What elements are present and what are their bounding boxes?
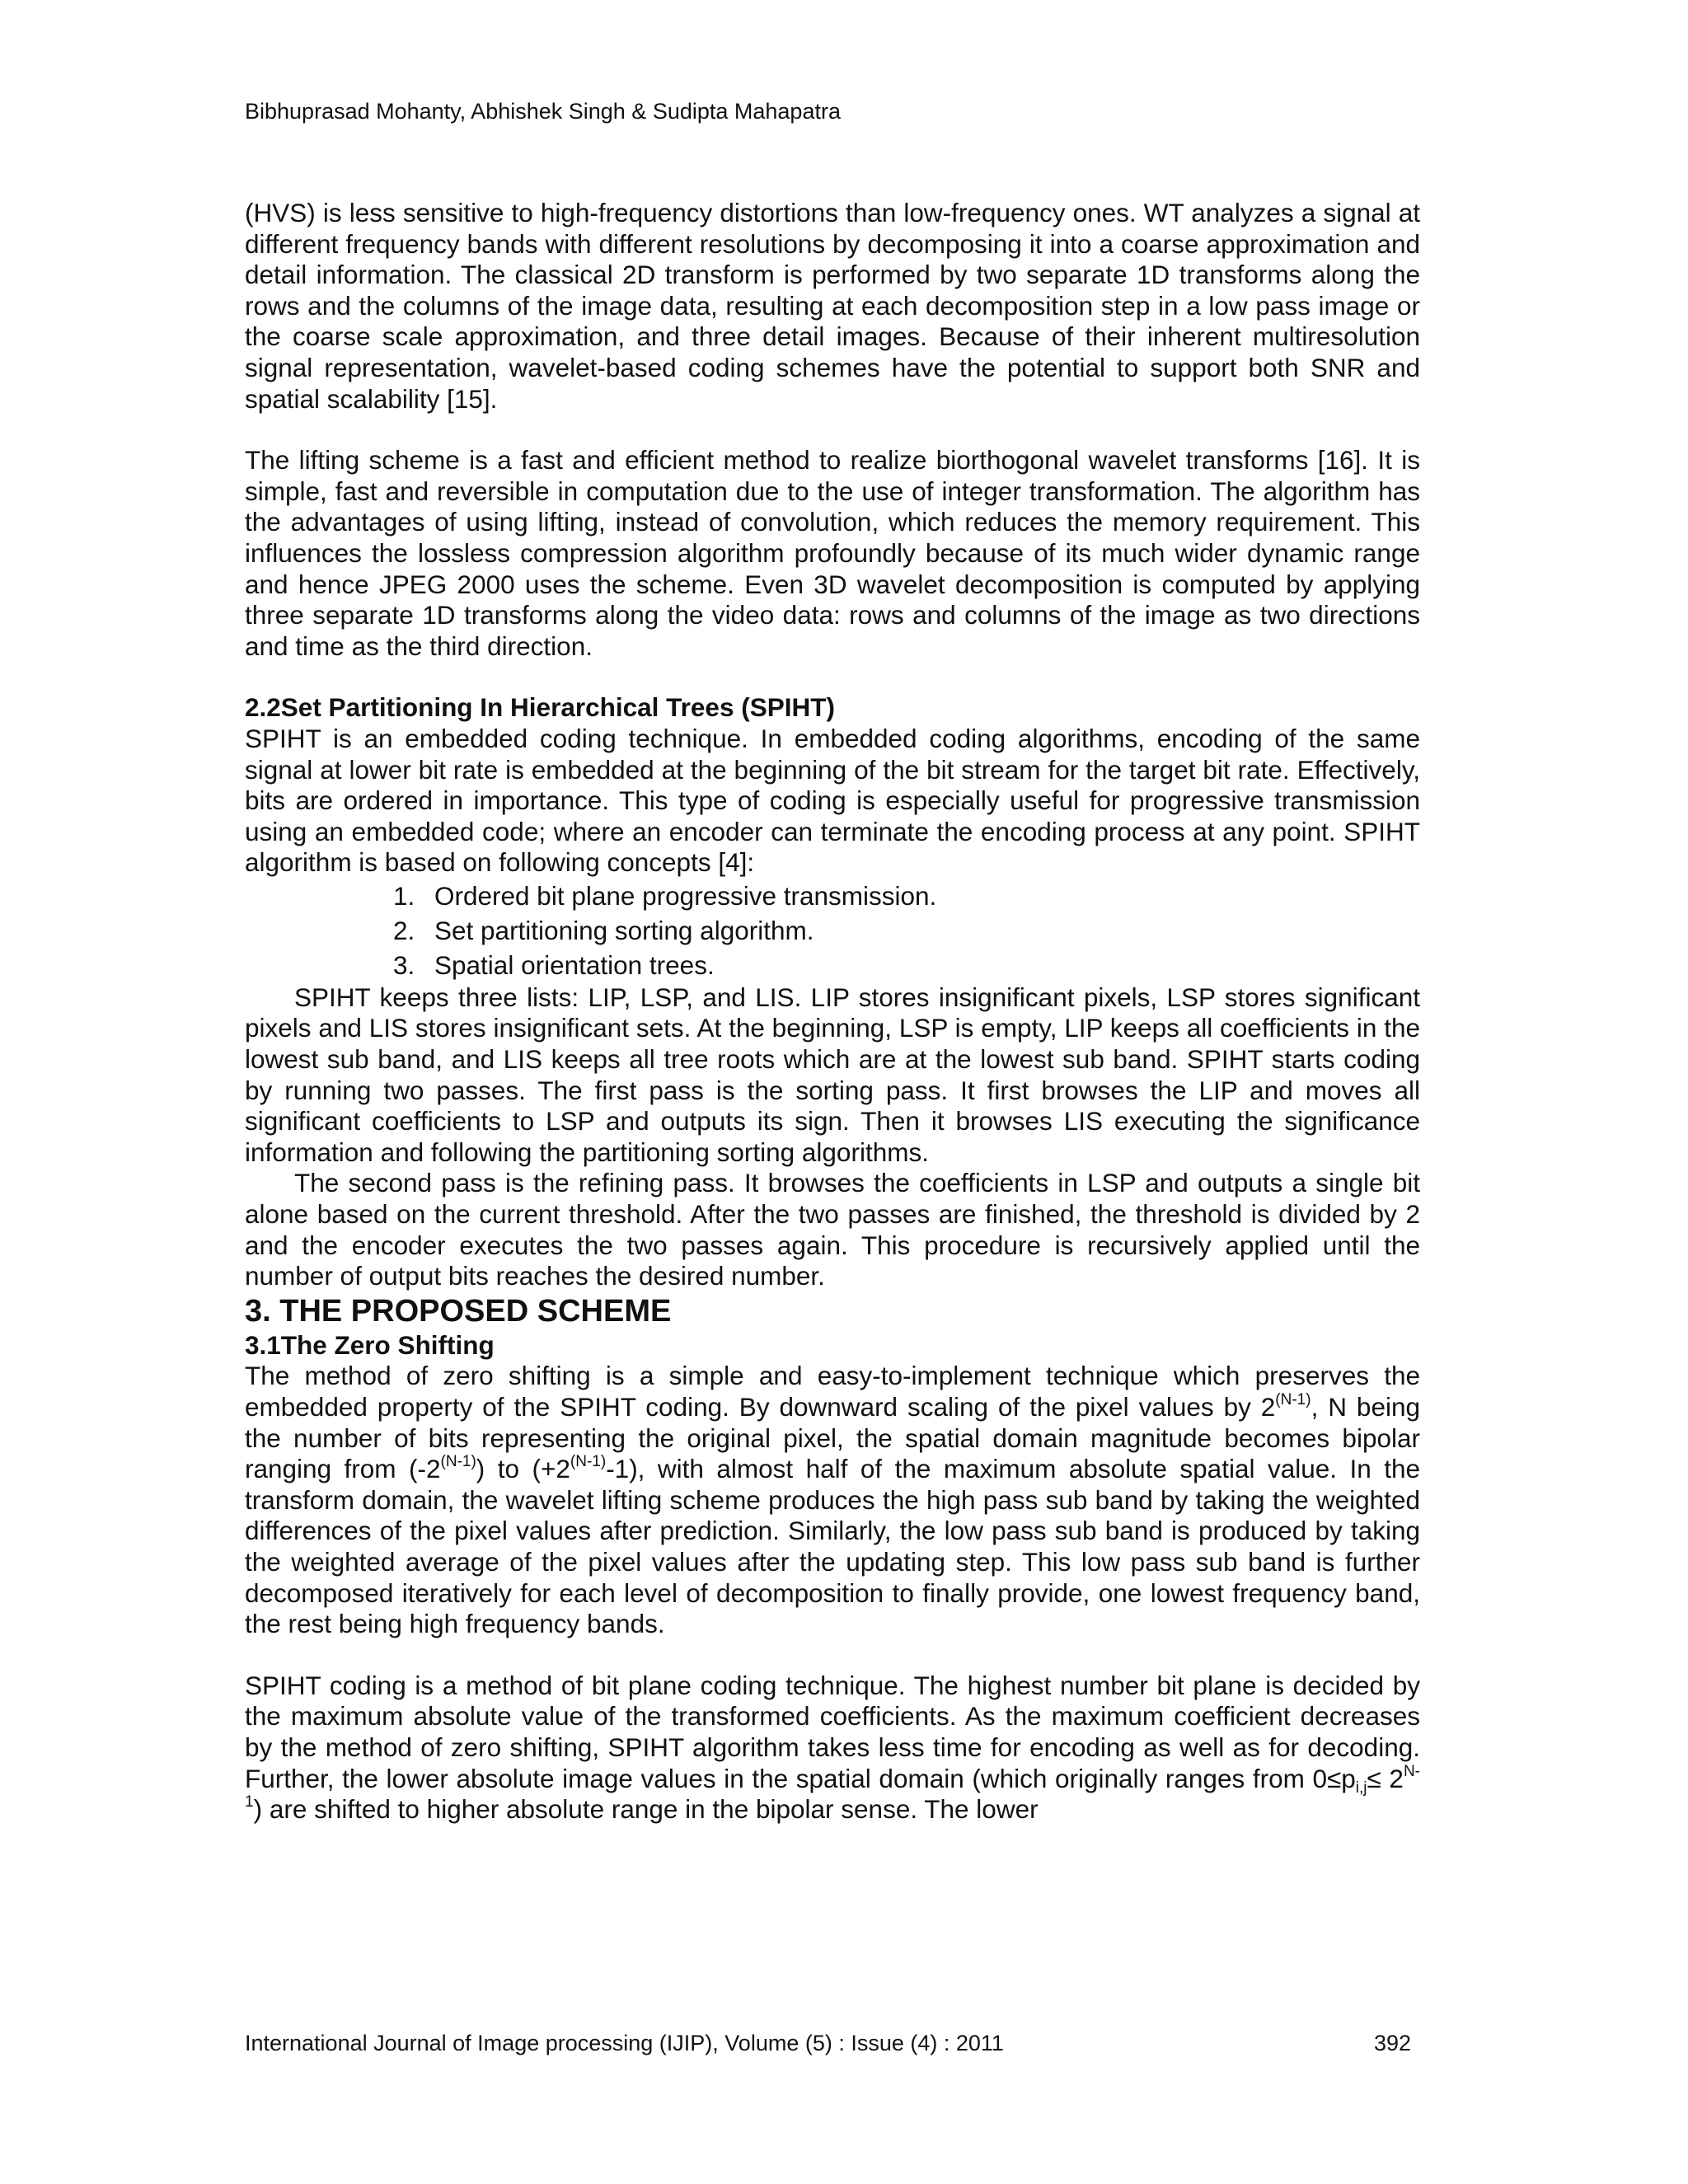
running-head: Bibhuprasad Mohanty, Abhishek Singh & Sudipta Mahapatra (245, 99, 841, 124)
list-item (393, 879, 1420, 913)
subscript: i,j (1355, 1779, 1367, 1797)
text-run: , N being the number of bits representing the original pixel, the spatial domain magnitude becomes bipolar ranging from (-2 (245, 1392, 1421, 1484)
paragraph-zero-shifting (245, 1361, 1420, 1639)
list-item-text: Spatial orientation trees. (434, 949, 715, 980)
subsection-heading-zero-shifting: 3.1The Zero Shifting (245, 1329, 495, 1360)
paragraph-wavelet-transform: (HVS) is less sensitive to high-frequency distortions than low-frequency ones. WT analyzes a signal at different frequency bands with different resolutions by decomposing it into a coarse approximation and detail information. The classical 2D transform is performed by two separate 1D transforms along the rows and the columns of the image data, resulting at each decomposition step in a low pass image or the coarse scale approximation, and three detail images. Because of their inherent multiresolution signal representation, wavelet-based coding schemes have the potential to support both SNR and spatial scalability [15]. (245, 198, 1420, 414)
text-run: ) to (+2 (476, 1454, 570, 1484)
paragraph-lifting-scheme: The lifting scheme is a fast and efficient method to realize biorthogonal wavelet transforms [16]. It is simple, fast and reversible in computation due to the use of integer transformation. The algorithm has the advantages of using lifting, instead of convolution, which reduces the memory requirement. This influences the lossless compression algorithm profoundly because of its much wider dynamic range and hence JPEG 2000 uses the scheme. Even 3D wavelet decomposition is computed by applying three separate 1D transforms along the video data: rows and columns of the image as two directions and time as the third direction. (245, 445, 1420, 661)
concepts-list (245, 879, 1420, 982)
paragraph-spiht-lists: SPIHT keeps three lists: LIP, LSP, and LIS. LIP stores insignificant pixels, LSP stores significant pixels and LIS stores insignificant sets. At the beginning, LSP is empty, LIP keeps all coefficients in the lowest sub band, and LIS keeps all tree roots which are at the lowest sub band. SPIHT starts coding by running two passes. The first pass is the sorting pass. It first browses the LIP and moves all significant coefficients to LSP and outputs its sign. Then it browses LIS executing the significance information and following the partitioning sorting algorithms. (245, 982, 1420, 1167)
journal-citation: International Journal of Image processing (IJIP), Volume (5) : Issue (4) : 2011 (245, 2031, 1004, 2055)
superscript: N-1 (245, 1762, 1420, 1811)
text-run: SPIHT coding is a method of bit plane coding technique. The highest number bit plane is decided by the maximum absolute value of the transformed coefficients. As the maximum coefficient decreases by the method of zero shifting, SPIHT algorithm takes less time for encoding as well as for decoding. Further, the lower absolute image values in the spatial domain (which originally ranges from 0≤p (245, 1670, 1420, 1793)
list-item-text: Ordered bit plane progressive transmission. (434, 880, 937, 911)
text-run: ≤ 2 (1367, 1763, 1404, 1793)
paragraph-bit-plane-coding (245, 1671, 1420, 1825)
body-text (245, 198, 1420, 1825)
text-run: The method of zero shifting is a simple and easy-to-implement technique which preserves the embedded property of the SPIHT coding. By downward scaling of the pixel values by 2 (245, 1361, 1420, 1422)
paragraph-refining-pass: The second pass is the refining pass. It browses the coefficients in LSP and outputs a single bit alone based on the current threshold. After the two passes are finished, the threshold is divided by 2 and the encoder executes the two passes again. This procedure is recursively applied until the number of output bits reaches the desired number. (245, 1168, 1420, 1291)
text-run: -1), with almost half of the maximum absolute spatial value. In the transform domain, the wavelet lifting scheme produces the high pass sub band by taking the weighted differences of the pixel values after prediction. Similarly, the low pass sub band is produced by taking the weighted average of the pixel values after the updating step. This low pass sub band is further decomposed iteratively for each level of decomposition to finally provide, one lowest frequency band, the rest being high frequency bands. (245, 1454, 1420, 1639)
list-item-number: 1. (393, 880, 415, 911)
list-item (393, 948, 1420, 982)
list-item-number: 3. (393, 949, 415, 980)
paragraph-gap (245, 415, 1420, 445)
list-item-number: 2. (393, 915, 415, 945)
list-item-text: Set partitioning sorting algorithm. (434, 915, 814, 945)
page-footer (245, 2029, 1411, 2057)
list-item (393, 913, 1420, 948)
superscript: (N-1) (440, 1453, 476, 1471)
subsection-heading-spiht: 2.2Set Partitioning In Hierarchical Trees (SPIHT) (245, 692, 835, 723)
section-heading-proposed-scheme: 3. THE PROPOSED SCHEME (245, 1293, 672, 1329)
paragraph-gap (245, 1640, 1420, 1671)
superscript: (N-1) (1275, 1391, 1311, 1408)
paragraph-spiht-intro: SPIHT is an embedded coding technique. In embedded coding algorithms, encoding of the same signal at lower bit rate is embedded at the beginning of the bit stream for the target bit rate. Effectively, bits are ordered in importance. This type of coding is especially useful for progressive transmission using an embedded code; where an encoder can terminate the encoding process at any point. SPIHT algorithm is based on following concepts [4]: (245, 723, 1420, 878)
page-number: 392 (1373, 2031, 1411, 2055)
text-run: ) are shifted to higher absolute range in the bipolar sense. The lower (253, 1794, 1039, 1825)
superscript: (N-1) (570, 1453, 607, 1471)
paragraph-gap (245, 662, 1420, 692)
